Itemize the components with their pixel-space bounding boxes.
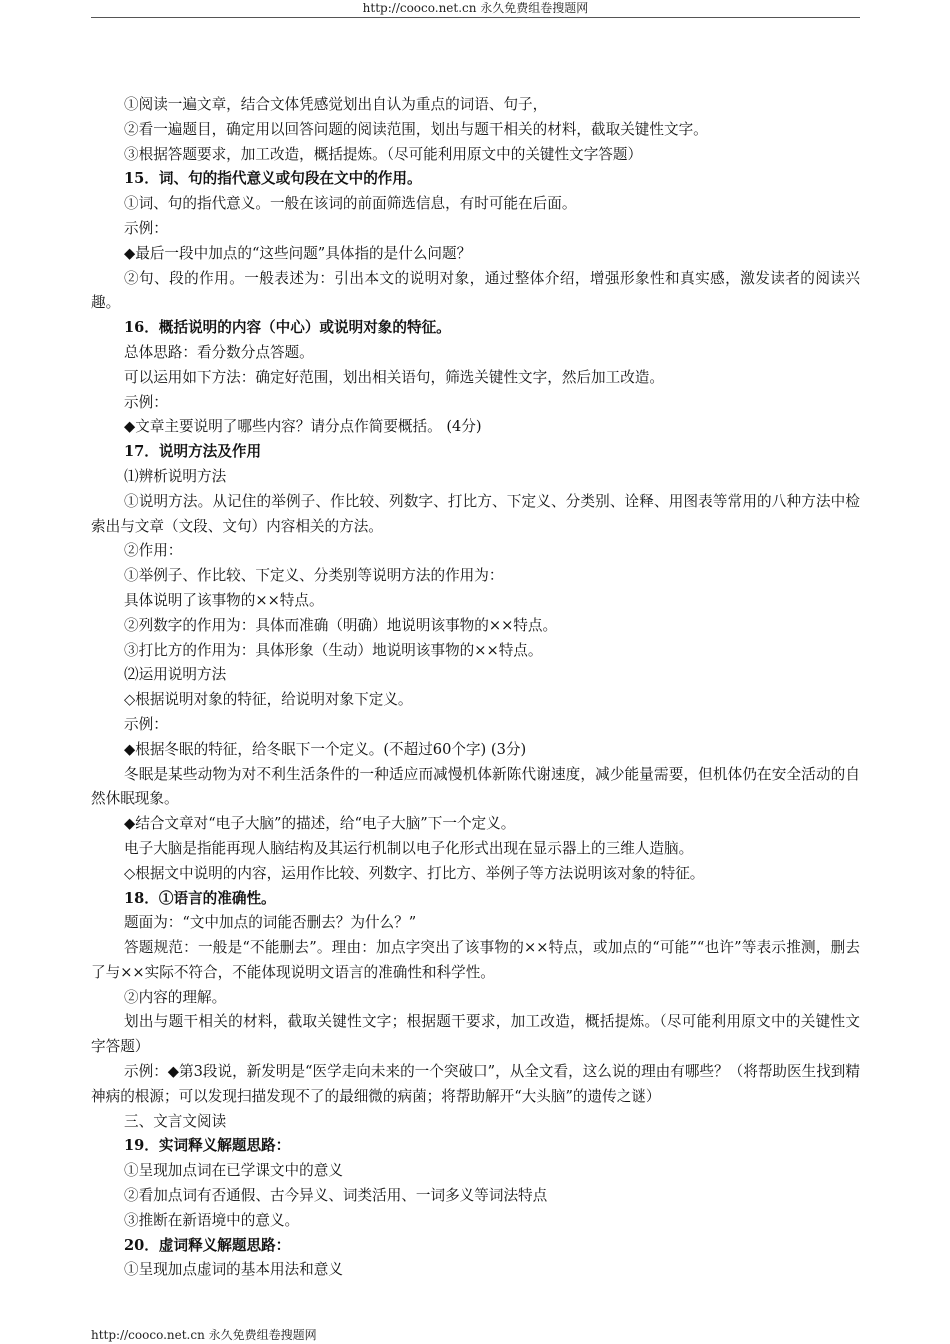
text-line: ①阅读一遍文章，结合文体凭感觉划出自认为重点的词语、句子， <box>124 96 548 113</box>
text-line: ◆根据冬眠的特征，给冬眠下一个定义。(不超过60个字) (3分) <box>124 740 527 758</box>
text-line: ①词、句的指代意义。一般在该词的前面筛选信息，有时可能在后面。 <box>124 195 577 213</box>
text-line: ◆最后一段中加点的“这些问题”具体指的是什么问题？ <box>124 244 472 262</box>
text-line: ②列数字的作用为：具体而准确（明确）地说明该事物的××特点。 <box>124 616 558 634</box>
document-body <box>91 93 860 1283</box>
paragraph: ①说明方法。从记住的举例子、作比较、列数字、打比方、下定义、分类别、诠释、用图表等常用的八种方法中检索出与文章（文段、文句）内容相关的方法。 <box>91 492 860 535</box>
text-line: ②作用： <box>124 542 183 560</box>
paragraph: 示例：◆第3段说，新发明是“医学走向未来的一个突破口”，从全文看，这么说的理由有哪些？（将帮助医生找到精神病的根源；可以发现扫描发现不了的最细微的病菌；将帮助解开“大头脑”的遗传之谜） <box>91 1063 860 1105</box>
text-line: 示例： <box>124 393 168 411</box>
text-line: ◆文章主要说明了哪些内容？请分点作简要概括。 (4分) <box>124 418 482 436</box>
text-line: 题面为：“文中加点的词能否删去？为什么？” <box>124 914 417 932</box>
section-heading: 18．①语言的准确性。 <box>124 889 276 907</box>
paragraph: ②句、段的作用。一般表述为：引出本文的说明对象，通过整体介绍，增强形象性和真实感，激发读者的阅读兴趣。 <box>91 269 860 312</box>
text-line: 示例： <box>124 219 168 237</box>
section-heading: 15．词、句的指代意义或句段在文中的作用。 <box>124 170 422 188</box>
page-footer: http://cooco.net.cn 永久免费组卷搜题网 <box>91 1328 317 1342</box>
section-heading: 19．实词释义解题思路： <box>124 1137 291 1155</box>
text-line: ①呈现加点词在已学课文中的意义 <box>124 1162 343 1180</box>
paragraph: 答题规范：一般是“不能删去”。理由：加点字突出了该事物的××特点，或加点的“可能”“也许”等表示推测，删去了与××实际不符合，不能体现说明文语言的准确性和科学性。 <box>91 939 860 981</box>
text-line: ①举例子、作比较、下定义、分类别等说明方法的作用为： <box>124 567 504 585</box>
text-line: ③根据答题要求，加工改造，概括提炼。（尽可能利用原文中的关键性文字答题） <box>124 145 643 163</box>
text-line: 总体思路：看分数分点答题。 <box>124 343 314 361</box>
section-heading: 20．虚词释义解题思路： <box>124 1236 291 1254</box>
section-heading: 16．概括说明的内容（中心）或说明对象的特征。 <box>124 319 451 337</box>
page-header: http://cooco.net.cn 永久免费组卷搜题网 <box>362 1 589 15</box>
header-rule <box>91 17 860 18</box>
text-line: ⑵运用说明方法 <box>124 666 227 684</box>
section-heading: 三、文言文阅读 <box>124 1112 227 1130</box>
text-line: 示例： <box>124 715 168 733</box>
section-heading: 17．说明方法及作用 <box>124 443 262 461</box>
text-line: ③打比方的作用为：具体形象（生动）地说明该事物的××特点。 <box>124 641 543 659</box>
text-line: ②看加点词有否通假、古今异义、词类活用、一词多义等词法特点 <box>124 1187 548 1205</box>
text-line: ⑴辨析说明方法 <box>124 467 227 485</box>
text-line: ◇根据文中说明的内容，运用作比较、列数字、打比方、举例子等方法说明该对象的特征。 <box>124 864 705 882</box>
text-line: ①呈现加点虚词的基本用法和意义 <box>124 1261 343 1279</box>
text-line: ③推断在新语境中的意义。 <box>124 1211 300 1229</box>
text-line: ②内容的理解。 <box>124 988 227 1006</box>
text-line: ②看一遍题目，确定用以回答问题的阅读范围，划出与题干相关的材料，截取关键性文字。 <box>124 120 708 138</box>
text-line: ◆结合文章对“电子大脑”的描述，给“电子大脑”下一个定义。 <box>124 815 516 833</box>
text-line: 可以运用如下方法：确定好范围，划出相关语句，筛选关键性文字，然后加工改造。 <box>124 368 664 386</box>
text-line: ◇根据说明对象的特征，给说明对象下定义。 <box>124 691 413 709</box>
paragraph: 划出与题干相关的材料，截取关键性文字；根据题干要求，加工改造，概括提炼。（尽可能利用原文中的关键性文字答题） <box>91 1013 860 1056</box>
text-line: 电子大脑是指能再现人脑结构及其运行机制以电子化形式出现在显示器上的三维人造脑。 <box>124 839 694 857</box>
paragraph: 冬眠是某些动物为对不利生活条件的一种适应而减慢机体新陈代谢速度，减少能量需要，但机体仍在安全活动的自然休眠现象。 <box>91 765 860 808</box>
text-line: 具体说明了该事物的××特点。 <box>124 591 324 609</box>
